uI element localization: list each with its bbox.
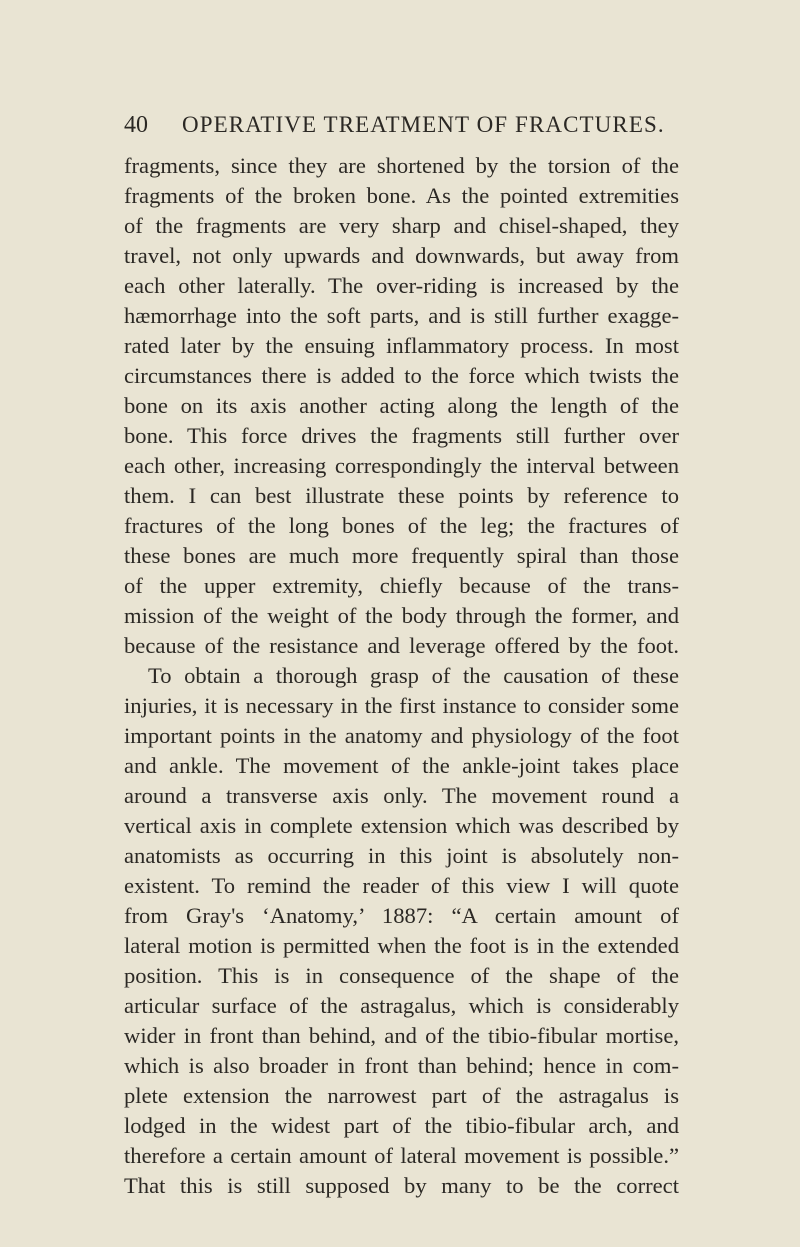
- text-line: therefore a certain amount of lateral movement is possible.”: [124, 1143, 679, 1168]
- text-line: hæmorrhage into the soft parts, and is still further exagge-: [124, 303, 679, 328]
- text-line: of the upper extremity, chiefly because of the trans-: [124, 573, 679, 598]
- text-line: fragments of the broken bone. As the pointed extremities: [124, 183, 679, 208]
- text-line: rated later by the ensuing inflammatory process. In most: [124, 333, 679, 358]
- text-line: which is also broader in front than behind; hence in com-: [124, 1053, 679, 1078]
- text-line: anatomists as occurring in this joint is absolutely non-: [124, 843, 679, 868]
- text-line: lateral motion is permitted when the foot is in the extended: [124, 933, 679, 958]
- text-line: each other, increasing correspondingly the interval between: [124, 453, 679, 478]
- text-line: them. I can best illustrate these points by reference to: [124, 483, 679, 508]
- text-line: articular surface of the astragalus, which is considerably: [124, 993, 679, 1018]
- text-line: each other laterally. The over-riding is increased by the: [124, 273, 679, 298]
- text-line: bone on its axis another acting along the length of the: [124, 393, 679, 418]
- text-line: and ankle. The movement of the ankle-joint takes place: [124, 753, 679, 778]
- text-line: plete extension the narrowest part of the astragalus is: [124, 1083, 679, 1108]
- text-line: position. This is in consequence of the shape of the: [124, 963, 679, 988]
- text-line: because of the resistance and leverage offered by the foot.: [124, 633, 679, 658]
- page-number: 40: [124, 112, 148, 138]
- text-line: around a transverse axis only. The movement round a: [124, 783, 679, 808]
- text-line: bone. This force drives the fragments still further over: [124, 423, 679, 448]
- text-line: mission of the weight of the body through the former, and: [124, 603, 679, 628]
- text-line: existent. To remind the reader of this view I will quote: [124, 873, 679, 898]
- text-line: these bones are much more frequently spiral than those: [124, 543, 679, 568]
- text-line: lodged in the widest part of the tibio-fibular arch, and: [124, 1113, 679, 1138]
- running-head: OPERATIVE TREATMENT OF FRACTURES.: [182, 112, 665, 137]
- paragraph-start-line: To obtain a thorough grasp of the causation of these: [148, 663, 679, 688]
- text-line: travel, not only upwards and downwards, but away from: [124, 243, 679, 268]
- text-line: wider in front than behind, and of the tibio-fibular mortise,: [124, 1023, 679, 1048]
- text-line: fragments, since they are shortened by the torsion of the: [124, 153, 679, 178]
- text-line: vertical axis in complete extension which was described by: [124, 813, 679, 838]
- page-header: [124, 108, 684, 142]
- text-line: circumstances there is added to the force which twists the: [124, 363, 679, 388]
- text-line: That this is still supposed by many to be the correct: [124, 1173, 679, 1198]
- text-line: injuries, it is necessary in the first instance to consider some: [124, 693, 679, 718]
- text-line: from Gray's ‘Anatomy,’ 1887: “A certain amount of: [124, 903, 679, 928]
- text-line: of the fragments are very sharp and chisel-shaped, they: [124, 213, 679, 238]
- text-line: fractures of the long bones of the leg; the fractures of: [124, 513, 679, 538]
- text-line: important points in the anatomy and physiology of the foot: [124, 723, 679, 748]
